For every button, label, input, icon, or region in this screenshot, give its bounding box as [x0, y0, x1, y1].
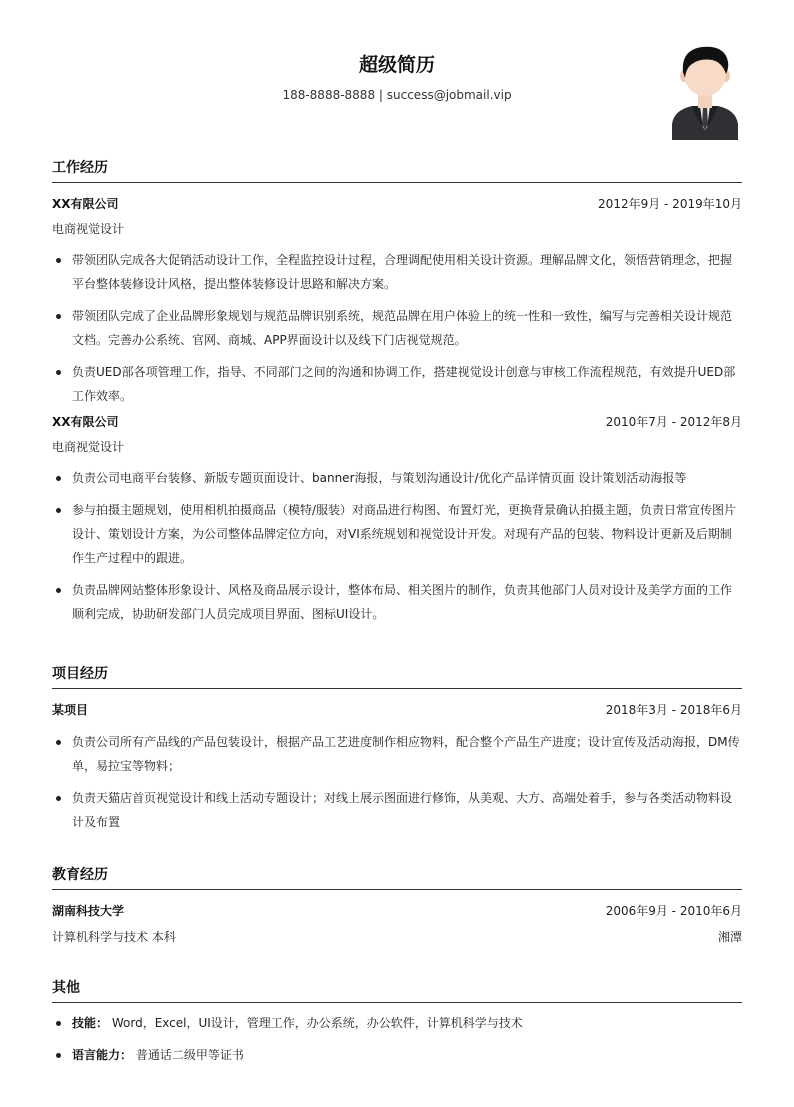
- company-name: XX有限公司: [52, 414, 119, 429]
- education-date: 2006年9月 - 2010年6月: [605, 903, 742, 918]
- education-section: [52, 864, 742, 949]
- work-experience-section: [52, 157, 742, 634]
- education-entry: [52, 897, 742, 949]
- skills-label: 技能：: [72, 1016, 109, 1030]
- list-item: 负责天猫店首页视觉设计和线上活动专题设计；对线上展示图面进行修饰，从美观、大方、高端处着手，参与各类活动物料设计及布置: [52, 786, 742, 834]
- company-name: XX有限公司: [52, 196, 119, 211]
- list-item: [52, 1043, 742, 1067]
- list-item: 带领团队完成了企业品牌形象规划与规范品牌识别系统，规范品牌在用户体验上的统一性和一致性，编写与完善相关设计规范文档。完善办公系统、官网、商城、APP界面设计以及线下门店视觉规范。: [52, 304, 742, 352]
- language-label: 语言能力：: [72, 1048, 133, 1062]
- education-location: 湘潭: [717, 929, 742, 944]
- job-bullets: [52, 248, 742, 408]
- section-divider: [52, 688, 742, 689]
- list-item: 负责品牌网站整体形象设计、风格及商品展示设计，整体布局、相关图片的制作，负责其他部门人员对设计及美学方面的工作顺利完成，协助研发部门人员完成项目界面、图标UI设计。: [52, 578, 742, 626]
- list-item: 负责公司所有产品线的产品包装设计，根据产品工艺进度制作相应物料，配合整个产品生产进度；设计宣传及活动海报，DM传单，易拉宝等物料；: [52, 730, 742, 778]
- list-item: 带领团队完成各大促销活动设计工作，全程监控设计过程，合理调配使用相关设计资源。理解品牌文化，领悟营销理念，把握平台整体装修设计风格，提出整体装修设计思路和解决方案。: [52, 248, 742, 296]
- job-date: 2010年7月 - 2012年8月: [605, 414, 742, 429]
- contact-info: 188-8888-8888 | success@jobmail.vip: [282, 88, 512, 102]
- project-entry: [52, 696, 742, 834]
- project-name: 某项目: [52, 702, 89, 717]
- section-title: 其他: [52, 980, 80, 996]
- education-major: 计算机科学与技术 本科: [52, 929, 176, 944]
- list-item: 负责UED部各项管理工作，指导、不同部门之间的沟通和协调工作，搭建视觉设计创意与审核工作流程规范，有效提升UED部工作效率。: [52, 360, 742, 408]
- section-divider: [52, 1002, 742, 1003]
- avatar: [670, 44, 740, 140]
- job-role: 电商视觉设计: [52, 222, 125, 236]
- job-role: 电商视觉设计: [52, 440, 125, 454]
- section-divider: [52, 182, 742, 183]
- project-experience-section: [52, 663, 742, 842]
- job-date: 2012年9月 - 2019年10月: [598, 196, 742, 211]
- other-section: [52, 977, 742, 1075]
- language-value: 普通话二级甲等证书: [135, 1048, 244, 1062]
- school-name: 湖南科技大学: [52, 903, 125, 918]
- list-item: 负责公司电商平台装修、新版专题页面设计、banner海报，与策划沟通设计/优化产品详情页面 设计策划活动海报等: [52, 466, 742, 490]
- section-divider: [52, 889, 742, 890]
- resume-header: [52, 50, 742, 110]
- job-entry: [52, 190, 742, 408]
- project-bullets: [52, 730, 742, 834]
- section-title: 教育经历: [52, 867, 108, 883]
- job-entry: [52, 408, 742, 626]
- list-item: 参与拍摄主题规划，使用相机拍摄商品（模特/服装）对商品进行构图、布置灯光，更换背景确认拍摄主题，负责日常宣传图片设计、策划设计方案，为公司整体品牌定位方向，对VI系统规划和视觉设计开发。对现有产品的包装、物料设计更新及后期制作生产过程中的跟进。: [52, 498, 742, 570]
- section-title: 工作经历: [52, 160, 108, 176]
- candidate-name: 超级简历: [358, 54, 435, 76]
- other-bullets: [52, 1011, 742, 1067]
- project-date: 2018年3月 - 2018年6月: [605, 702, 742, 717]
- list-item: [52, 1011, 742, 1035]
- section-title: 项目经历: [52, 666, 108, 682]
- job-bullets: [52, 466, 742, 626]
- skills-value: Word，Excel，UI设计，管理工作，办公系统，办公软件，计算机科学与技术: [111, 1016, 523, 1030]
